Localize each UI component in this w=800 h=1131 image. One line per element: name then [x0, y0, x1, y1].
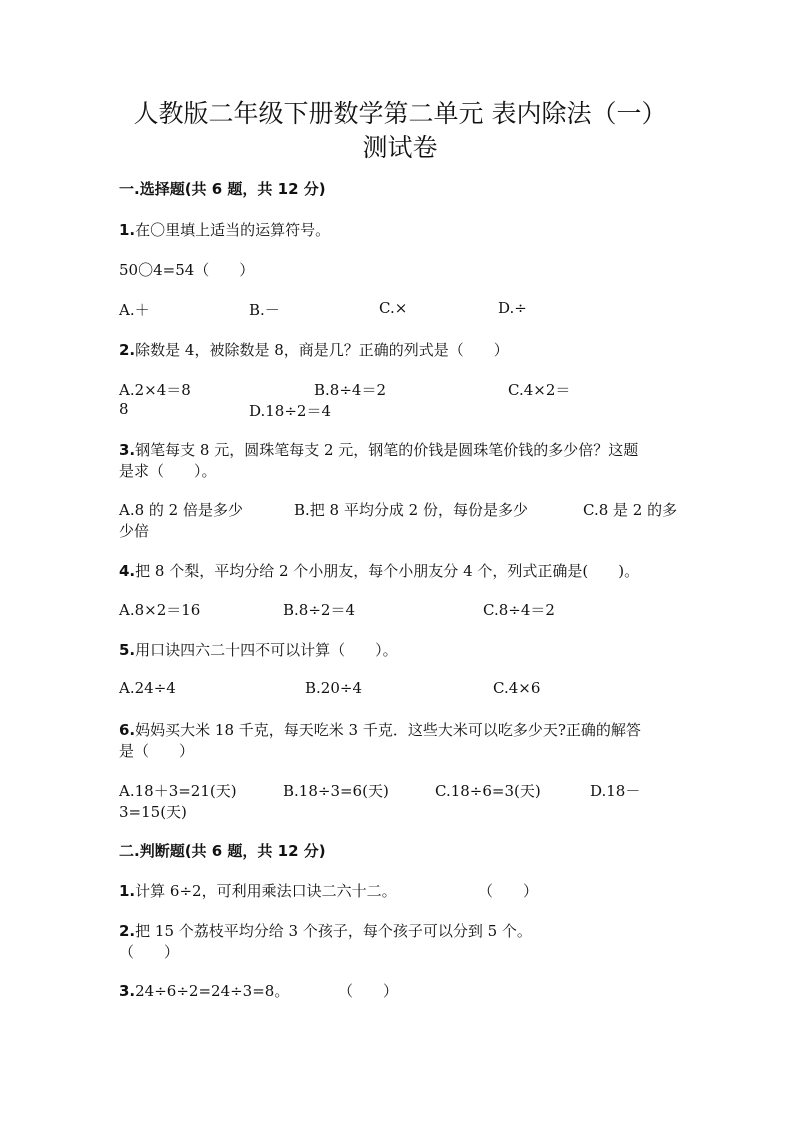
option-d[interactable]: D.18÷2＝4 [249, 402, 332, 420]
question-number: 2. [119, 341, 136, 359]
section-heading: 二.判断题(共 6 题，共 12 分) [119, 842, 326, 860]
question-text: 除数是 4，被除数是 8，商是几？正确的列式是（ ） [135, 341, 509, 359]
question-5 [119, 639, 398, 660]
option-b[interactable]: B.20÷4 [305, 679, 362, 697]
question-text: 用口诀四六二十四不可以计算（ ）。 [135, 641, 398, 659]
option-a[interactable]: A.24÷4 [119, 679, 176, 697]
question-expression: 50〇4=54（ ） [119, 261, 255, 279]
answer-blank[interactable]: （ ） [119, 943, 180, 961]
option-c-continued: 8 [119, 400, 129, 418]
option-b[interactable]: B.8÷4＝2 [314, 381, 386, 399]
option-a[interactable]: A.8 的 2 倍是多少 [119, 501, 243, 519]
option-c[interactable]: C.4×6 [493, 679, 541, 697]
option-b[interactable]: B.8÷2＝4 [283, 601, 355, 619]
question-6 [119, 719, 641, 740]
option-c[interactable]: C.8 是 2 的多 [583, 501, 678, 519]
question-text-continued: 是求（ ）。 [119, 462, 217, 480]
option-d[interactable]: D.18－ [590, 782, 641, 800]
option-b[interactable]: B.－ [249, 301, 280, 319]
question-number: 4. [119, 562, 136, 580]
option-a[interactable]: A.2×4＝8 [119, 381, 191, 399]
question-1 [119, 219, 330, 240]
option-d[interactable]: D.÷ [498, 299, 527, 317]
option-c[interactable]: C.18÷6=3(天) [435, 782, 541, 800]
option-b[interactable]: B.把 8 平均分成 2 份，每份是多少 [294, 501, 528, 519]
question-text: 24÷6÷2=24÷3=8。 [135, 982, 290, 1000]
judgement-3 [119, 980, 289, 1001]
question-number: 6. [119, 721, 136, 739]
option-c[interactable]: C.× [379, 299, 408, 317]
option-a[interactable]: A.＋ [119, 301, 150, 319]
question-text: 把 15 个荔枝平均分给 3 个孩子，每个孩子可以分到 5 个。 [135, 922, 532, 940]
question-text: 妈妈买大米 18 千克，每天吃米 3 千克．这些大米可以吃多少天?正确的解答 [135, 721, 641, 739]
question-text: 把 8 个梨，平均分给 2 个小朋友，每个小朋友分 4 个，列式正确是( )。 [135, 562, 640, 580]
question-number: 3. [119, 982, 136, 1000]
option-a[interactable]: A.8×2＝16 [119, 601, 201, 619]
question-4 [119, 560, 639, 581]
question-number: 5. [119, 641, 136, 659]
question-text: 计算 6÷2，可利用乘法口诀二六十二。 [135, 882, 397, 900]
answer-blank[interactable]: （ ） [338, 982, 399, 1000]
question-number: 1. [119, 882, 136, 900]
question-number: 3. [119, 441, 136, 459]
option-d-continued: 3=15(天) [119, 803, 187, 821]
judgement-2 [119, 920, 532, 941]
question-text: 在〇里填上适当的运算符号。 [135, 221, 331, 239]
option-c[interactable]: C.4×2＝ [508, 381, 571, 399]
judgement-1 [119, 880, 397, 901]
option-b[interactable]: B.18÷3=6(天) [283, 782, 389, 800]
option-a[interactable]: A.18＋3=21(天) [119, 782, 237, 800]
option-c-continued: 少倍 [119, 522, 150, 540]
question-3 [119, 439, 638, 460]
question-text: 钢笔每支 8 元，圆珠笔每支 2 元，钢笔的价钱是圆珠笔价钱的多少倍？这题 [135, 441, 639, 459]
question-number: 2. [119, 922, 136, 940]
question-text-continued: 是（ ） [119, 742, 195, 760]
answer-blank[interactable]: （ ） [478, 882, 539, 900]
page-title: 人教版二年级下册数学第二单元 表内除法（一） [133, 99, 667, 128]
question-2 [119, 339, 509, 360]
section-heading: 一.选择题(共 6 题，共 12 分) [119, 180, 326, 198]
option-c[interactable]: C.8÷4＝2 [483, 601, 555, 619]
question-number: 1. [119, 221, 136, 239]
page-subtitle: 测试卷 [362, 133, 438, 162]
